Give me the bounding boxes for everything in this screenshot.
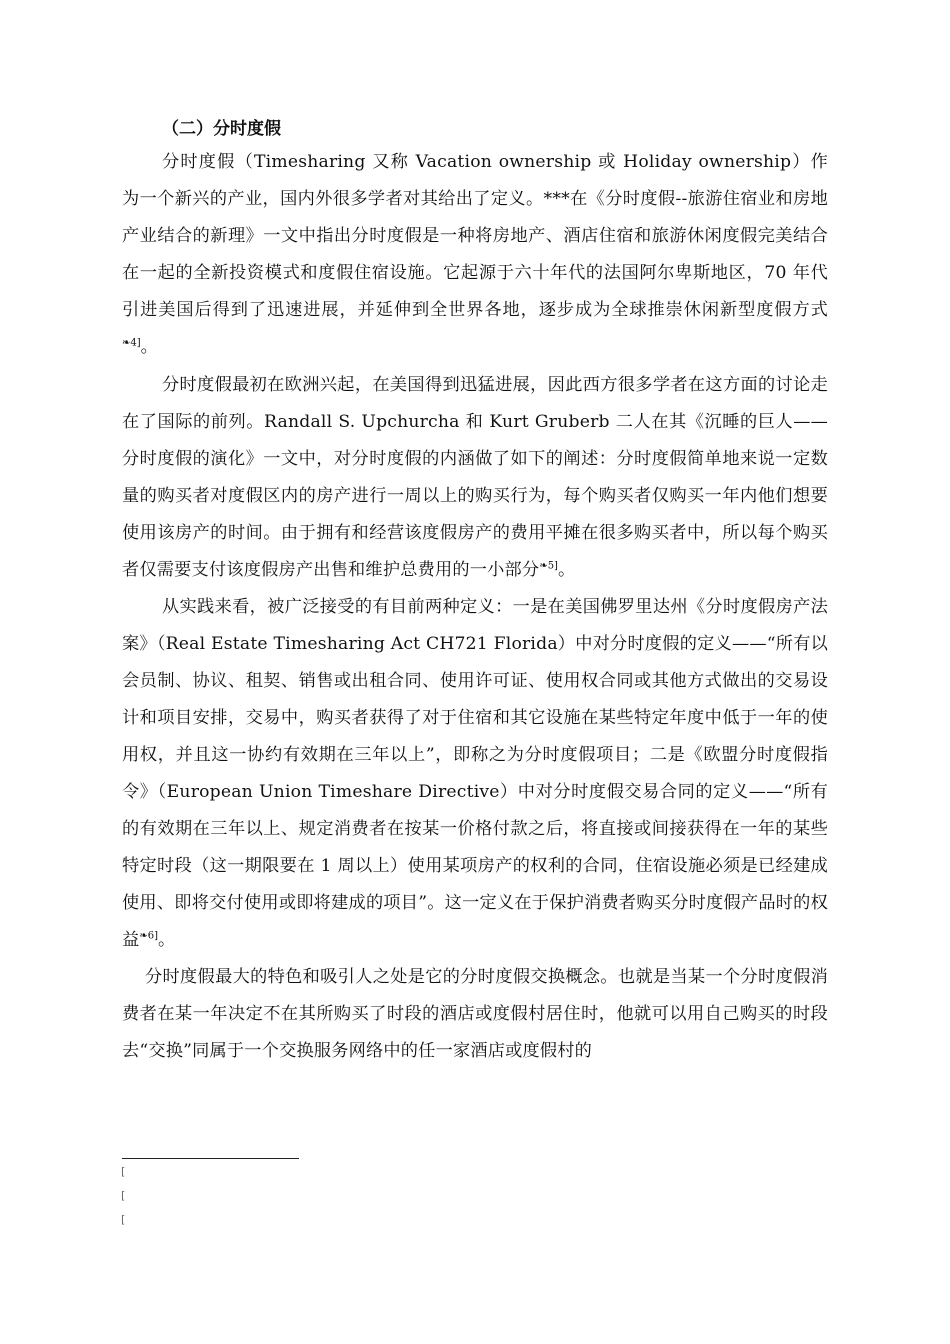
- paragraph-definition: [122, 144, 828, 366]
- citation-ref: ❧4]: [122, 337, 141, 349]
- paragraph-origin: [122, 367, 828, 589]
- section-heading: （二）分时度假: [162, 119, 281, 139]
- paragraph-text: 分时度假最初在欧洲兴起，在美国得到迅猛进展，因此西方很多学者在这方面的讨论走在了国际的前列。Randall S. Upchurcha 和 Kurt Gruberb 二人在其《沉睡的巨人——分时度假的演化》一文中，对分时度假的内涵做了如下的阐述：分时度假简单地来说一定数量的购买者对度假区内的房产进行一周以上的购买行为，每个购买者仅购买一年内他们想要使用该房产的时间。由于拥有和经营该度假房产的费用平摊在很多购买者中，所以每个购买者仅需要支付该度假房产出售和维护总费用的一小部分: [122, 375, 828, 580]
- paragraph-exchange: [122, 959, 828, 1070]
- paragraph-text: 从实践来看，被广泛接受的有目前两种定义：一是在美国佛罗里达州《分时度假房产法案》（Real Estate Timesharing Act CH721 Florida）中对分时度假的定义——“所有以会员制、协议、租契、销售或出租合同、使用许可证、使用权合同或其他方式做出的交易设计和项目安排，交易中，购买者获得了对于住宿和其它设施在某些特定年度中低于一年的使用权，并且这一协约有效期在三年以上”，即称之为分时度假项目；二是《欧盟分时度假指令》（European Union Timeshare Directive）中对分时度假交易合同的定义——“所有的有效期在三年以上、规定消费者在按某一价格付款之后，将直接或间接获得在一年的某些特定时段（这一期限要在 1 周以上）使用某项房产的权利的合同，住宿设施必须是已经建成使用、即将交付使用或即将建成的项目”。这一定义在于保护消费者购买分时度假产品时的权益: [122, 597, 828, 950]
- footnote-mark: [: [121, 1165, 126, 1178]
- paragraph-text: 分时度假最大的特色和吸引人之处是它的分时度假交换概念。也就是当某一个分时度假消费者在某一年决定不在其所购买了时段的酒店或度假村居住时，他就可以用自己购买的时段去“交换”同属于一个交换服务网络中的任一家酒店或度假村的: [122, 967, 828, 1061]
- citation-ref: ❧5]: [539, 560, 558, 572]
- paragraph-tail: 。: [158, 930, 176, 950]
- paragraph-tail: 。: [557, 560, 576, 580]
- citation-ref: ❧6]: [139, 930, 159, 942]
- paragraph-practice: [122, 589, 828, 959]
- paragraph-tail: 。: [140, 337, 159, 357]
- paragraph-text: 分时度假（Timesharing 又称 Vacation ownership 或 Holiday ownership）作为一个新兴的产业，国内外很多学者对其给出了定义。***在《分时度假--旅游住宿业和房地产业结合的新理》一文中指出分时度假是一种将房地产、酒店住宿和旅游休闲度假完美结合在一起的全新投资模式和度假住宿设施。它起源于六十年代的法国阿尔卑斯地区，70 年代引进美国后得到了迅速进展，并延伸到全世界各地，逐步成为全球推崇休闲新型度假方式: [122, 152, 828, 320]
- footnote-mark: [: [121, 1213, 126, 1226]
- footnote-separator: [122, 1158, 299, 1159]
- document-body: [122, 114, 828, 1070]
- footnote-mark: [: [121, 1189, 126, 1202]
